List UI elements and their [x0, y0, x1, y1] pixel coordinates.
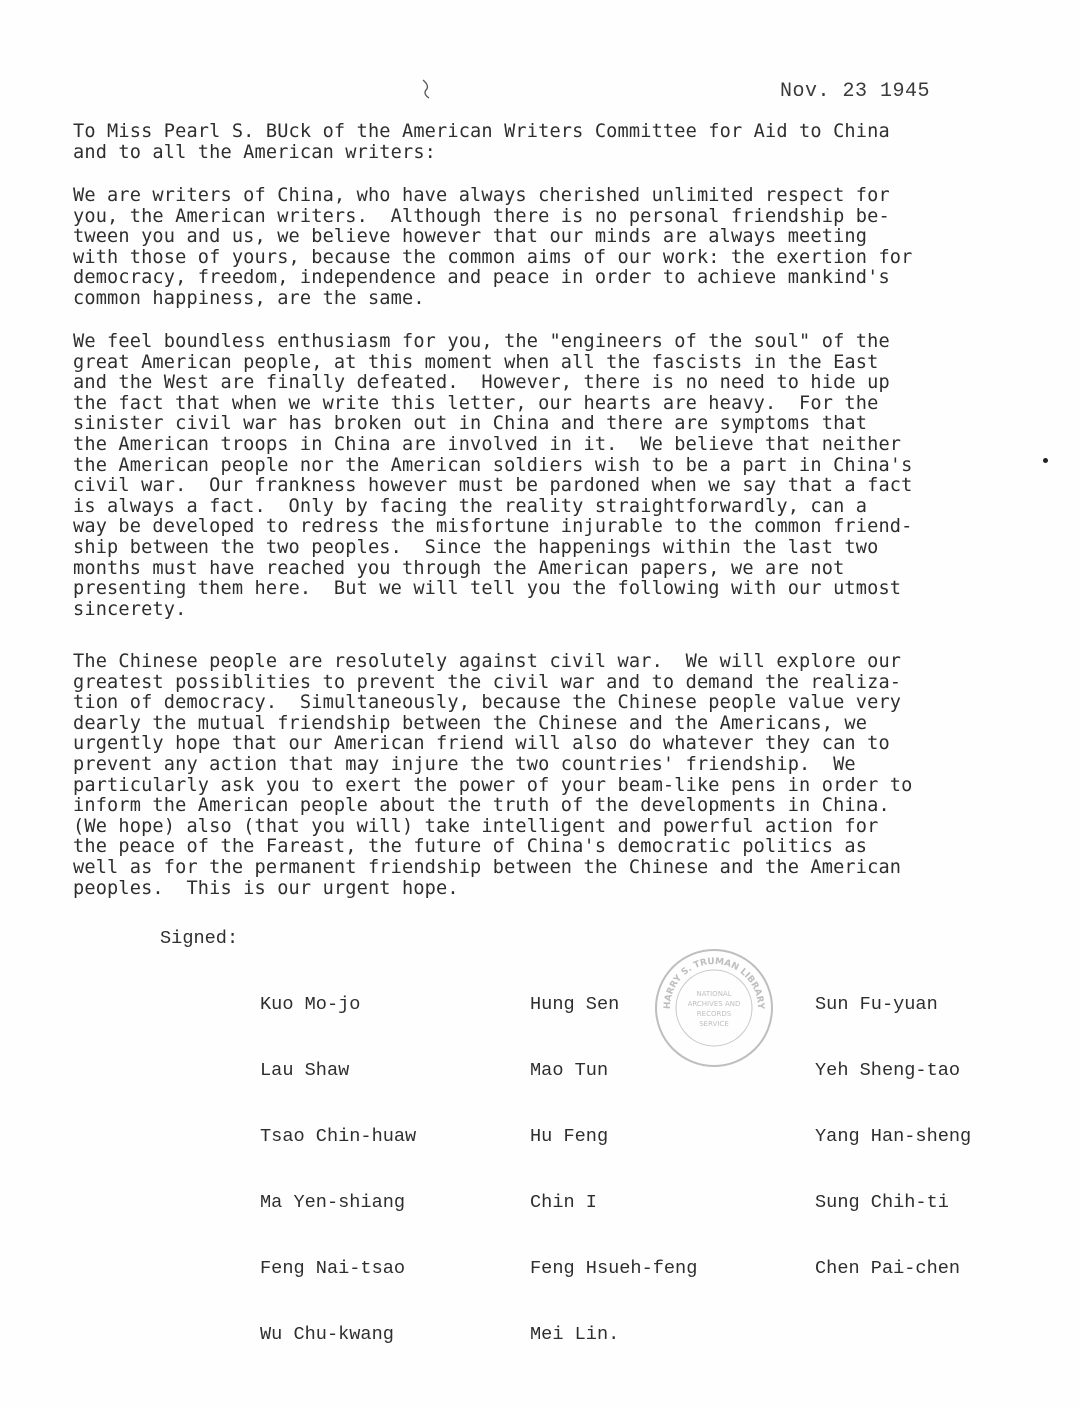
stamp-text: NATIONAL: [696, 990, 732, 998]
text-line: well as for the permanent friendship between the Chinese and the American: [73, 856, 902, 878]
text-line: ship between the two peoples. Since the happenings within the last two: [73, 536, 879, 558]
signatory-name: Ma Yen-shiang: [260, 1192, 406, 1213]
salutation-line: and to all the American writers:: [73, 141, 437, 163]
signatory-name: Chin I: [530, 1192, 597, 1213]
signatory-name: Hung Sen: [530, 994, 620, 1015]
text-line: prevent any action that may injure the two countries' friendship. We: [73, 753, 856, 775]
text-line: urgently hope that our American friend will also do whatever they can to: [73, 733, 890, 755]
signatory-name: Kuo Mo-jo: [260, 994, 361, 1015]
text-line: the American people nor the American soldiers wish to be a part in China's: [73, 454, 913, 476]
text-line: and the West are finally defeated. However, there is no need to hide up: [73, 372, 890, 394]
text-line: peoples. This is our urgent hope.: [73, 877, 459, 899]
signatory-name: Sun Fu-yuan: [815, 994, 938, 1015]
text-line: (We hope) also (that you will) take intelligent and powerful action for: [73, 815, 879, 837]
text-line: way be developed to redress the misfortune injurable to the common friend-: [73, 516, 913, 538]
text-line: you, the American writers. Although there is no personal friendship be-: [73, 205, 890, 227]
text-line: civil war. Our frankness however must be pardoned when we say that a fact: [73, 475, 913, 497]
text-line: inform the American people about the truth of the developments in China.: [73, 795, 890, 817]
text-line: the peace of the Fareast, the future of China's democratic politics as: [73, 836, 868, 858]
signatory-name: Tsao Chin-huaw: [260, 1126, 417, 1147]
text-line: common happiness, are the same.: [73, 287, 425, 309]
paragraph-2: [73, 332, 912, 620]
stamp-text: RECORDS: [696, 1010, 732, 1018]
text-line: with those of yours, because the common aims of our work: the exertion for: [73, 246, 913, 268]
signatory-name: Lau Shaw: [260, 1060, 350, 1081]
text-line: tween you and us, we believe however that our minds are always meeting: [73, 226, 868, 248]
signatory-column-1: [260, 950, 416, 1390]
text-line: is always a fact. Only by facing the reality straightforwardly, can a: [73, 495, 868, 517]
signatory-name: Wu Chu-kwang: [260, 1324, 394, 1345]
text-line: great American people, at this moment when all the fascists in the East: [73, 351, 879, 373]
text-line: the American troops in China are involved in it. We believe that neither: [73, 433, 902, 455]
signatory-name: Hu Feng: [530, 1126, 609, 1147]
salutation-line: To Miss Pearl S. BUck of the American Writers Committee for Aid to China: [73, 121, 890, 142]
text-line: sincerety.: [73, 598, 187, 620]
paragraph-1: [73, 186, 912, 310]
signatory-name: Sung Chih-ti: [815, 1192, 949, 1213]
salutation: [73, 122, 890, 163]
paragraph-3: [73, 652, 912, 899]
stamp-text: ARCHIVES AND: [687, 1000, 741, 1008]
text-line: We feel boundless enthusiasm for you, the "engineers of the soul" of the: [73, 331, 890, 352]
ink-dot: [1043, 458, 1048, 463]
text-line: The Chinese people are resolutely against civil war. We will explore our: [73, 651, 902, 672]
text-line: dearly the mutual friendship between the Chinese and the Americans, we: [73, 712, 868, 734]
signatory-name: Mao Tun: [530, 1060, 609, 1081]
signatory-name: Yang Han-sheng: [815, 1126, 972, 1147]
stamp-text: HARRY S. TRUMAN LIBRARY: [662, 956, 766, 1010]
archive-stamp-icon: [652, 946, 776, 1070]
signatory-column-3: [815, 950, 971, 1324]
text-line: the fact that when we write this letter, our hearts are heavy. For the: [73, 392, 879, 414]
pen-mark-icon: [420, 78, 434, 100]
signatory-name: Feng Nai-tsao: [260, 1258, 406, 1279]
letter-date: Nov. 23 1945: [780, 80, 931, 103]
signatory-name: Chen Pai-chen: [815, 1258, 961, 1279]
text-line: We are writers of China, who have always cherished unlimited respect for: [73, 185, 890, 206]
signatory-name: Yeh Sheng-tao: [815, 1060, 961, 1081]
text-line: greatest possiblities to prevent the civil war and to demand the realiza-: [73, 671, 902, 693]
text-line: particularly ask you to exert the power of your beam-like pens in order to: [73, 774, 913, 796]
signatory-name: Feng Hsueh-feng: [530, 1258, 698, 1279]
signatory-name: Mei Lin.: [530, 1324, 620, 1345]
text-line: months must have reached you through the American papers, we are not: [73, 557, 845, 579]
text-line: tion of democracy. Simultaneously, because the Chinese people value very: [73, 692, 902, 714]
signed-label: Signed:: [160, 928, 239, 949]
stamp-text: SERVICE: [699, 1020, 729, 1028]
text-line: presenting them here. But we will tell you the following with our utmost: [73, 578, 902, 600]
text-line: sinister civil war has broken out in China and there are symptoms that: [73, 413, 868, 435]
text-line: democracy, freedom, independence and peace in order to achieve mankind's: [73, 267, 890, 289]
